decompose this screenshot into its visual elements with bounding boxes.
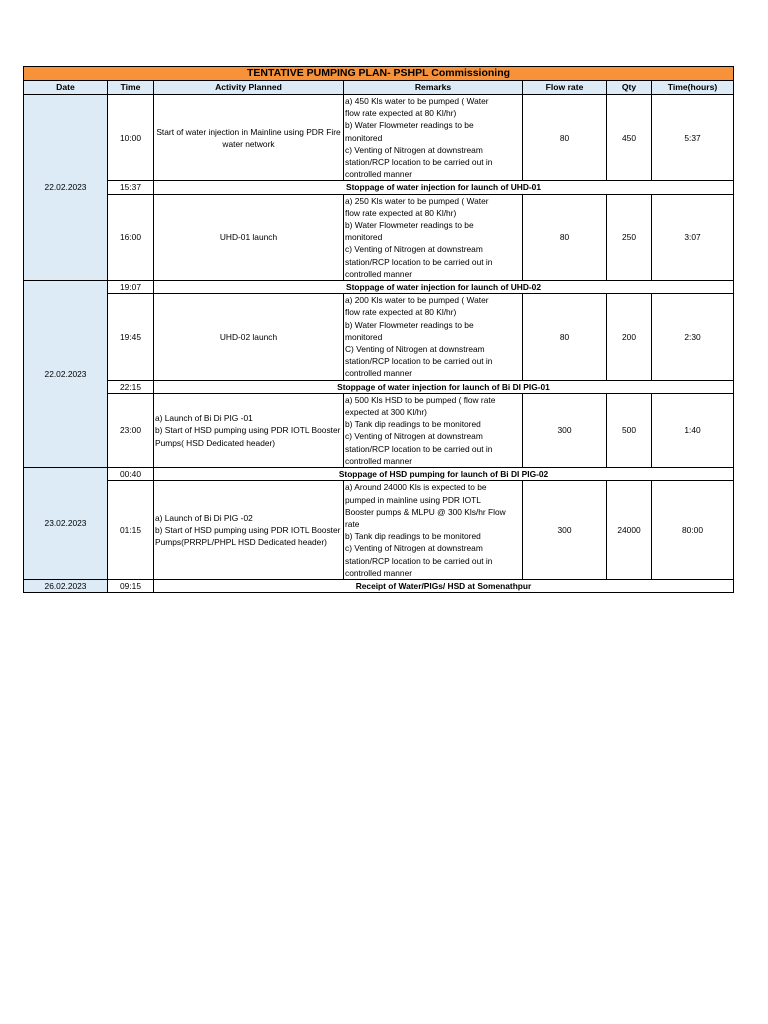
activity-cell [154, 481, 344, 580]
remark-line: a) 250 Kls water to be pumped ( Water [345, 195, 489, 206]
flow-rate-cell: 80 [523, 194, 607, 280]
remark-line: C) Venting of Nitrogen at downstream [345, 344, 485, 355]
activity-cell [154, 393, 344, 467]
table-row [24, 194, 734, 280]
header-qty: Qty [607, 81, 652, 95]
time-cell: 01:15 [108, 481, 154, 580]
qty-cell: 24000 [607, 481, 652, 580]
flow-rate-cell: 300 [523, 393, 607, 467]
remark-line: b) Tank dip readings to be monitored [345, 419, 481, 430]
remark-line: b) Water Flowmeter readings to be [345, 220, 474, 231]
remark-line: a) 450 Kls water to be pumped ( Water [345, 96, 489, 106]
remarks-cell [344, 481, 523, 580]
activity-line: b) Start of HSD pumping using PDR IOTL Booster Pumps( HSD Dedicated header) [155, 425, 341, 448]
remarks-cell [344, 294, 523, 380]
remark-line: c) Venting of Nitrogen at downstream [345, 431, 483, 442]
hours-cell: 3:07 [652, 194, 734, 280]
remark-line: b) Water Flowmeter readings to be [345, 120, 474, 131]
flow-rate-cell: 80 [523, 95, 607, 181]
remarks-cell [344, 194, 523, 280]
time-cell: 16:00 [108, 194, 154, 280]
hours-cell: 80:00 [652, 481, 734, 580]
remark-line: controlled manner [345, 169, 413, 180]
time-cell: 15:37 [108, 181, 154, 194]
table-row [24, 468, 734, 481]
activity-line: b) Start of HSD pumping using PDR IOTL Booster Pumps(PRRPL/PHPL HSD Dedicated header) [155, 525, 341, 548]
remark-line: controlled manner [345, 268, 413, 279]
remarks-cell [344, 393, 523, 467]
header-activity: Activity Planned [154, 81, 344, 95]
header-remarks: Remarks [344, 81, 523, 95]
date-cell: 22.02.2023 [24, 95, 108, 281]
qty-cell: 450 [607, 95, 652, 181]
activity-line: UHD-02 launch [219, 331, 278, 342]
header-time-hours: Time(hours) [652, 81, 734, 95]
remark-line: expected at 300 Kl/hr) [345, 407, 427, 418]
remarks-cell [344, 95, 523, 181]
remark-line: c) Venting of Nitrogen at downstream [345, 244, 483, 255]
flow-rate-cell: 300 [523, 481, 607, 580]
table-row [24, 294, 734, 380]
remark-line: monitored [345, 331, 383, 342]
table-row [24, 380, 734, 393]
remark-line: station/RCP location to be carried out in [345, 256, 493, 267]
table-row [24, 393, 734, 467]
remark-line: flow rate expected at 80 Kl/hr) [345, 108, 457, 119]
stoppage-note: Stoppage of water injection for launch of UHD-02 [154, 281, 734, 294]
remark-line: station/RCP location to be carried out in [345, 356, 493, 367]
header-time: Time [108, 81, 154, 95]
qty-cell: 250 [607, 194, 652, 280]
time-cell: 10:00 [108, 95, 154, 181]
remark-line: rate [345, 518, 360, 529]
remark-line: station/RCP location to be carried out in [345, 443, 493, 454]
stoppage-note: Stoppage of HSD pumping for launch of Bi DI PIG-02 [154, 468, 734, 481]
date-cell: 23.02.2023 [24, 468, 108, 580]
header-flow-rate: Flow rate [523, 81, 607, 95]
date-cell: 26.02.2023 [24, 579, 108, 592]
remark-line: a) 500 Kls HSD to be pumped ( flow rate [345, 394, 496, 405]
flow-rate-cell: 80 [523, 294, 607, 380]
activity-line: a) Launch of Bi Di PIG -01 [155, 413, 253, 424]
time-cell: 00:40 [108, 468, 154, 481]
activity-line: UHD-01 launch [219, 232, 278, 243]
remark-line: flow rate expected at 80 Kl/hr) [345, 207, 457, 218]
stoppage-note: Stoppage of water injection for launch of UHD-01 [154, 181, 734, 194]
header-date: Date [24, 81, 108, 95]
table-row [24, 579, 734, 592]
remark-line: controlled manner [345, 455, 413, 466]
remark-line: c) Venting of Nitrogen at downstream [345, 144, 483, 155]
remark-line: pumped in mainline using PDR IOTL [345, 494, 481, 505]
pumping-plan-table [23, 66, 734, 593]
hours-cell: 5:37 [652, 95, 734, 181]
remark-line: monitored [345, 132, 383, 143]
activity-cell [154, 294, 344, 380]
remark-line: controlled manner [345, 368, 413, 379]
table-title: TENTATIVE PUMPING PLAN- PSHPL Commissioning [24, 67, 734, 81]
stoppage-note: Receipt of Water/PIGs/ HSD at Somenathpur [154, 579, 734, 592]
stoppage-note: Stoppage of water injection for launch of Bi DI PIG-01 [154, 380, 734, 393]
date-cell: 22.02.2023 [24, 281, 108, 468]
remark-line: flow rate expected at 80 Kl/hr) [345, 307, 457, 318]
table-row [24, 95, 734, 181]
activity-line: a) Launch of Bi Di PIG -02 [155, 512, 253, 523]
remark-line: a) 200 Kls water to be pumped ( Water [345, 295, 489, 306]
remark-line: station/RCP location to be carried out in [345, 555, 493, 566]
remark-line: station/RCP location to be carried out in [345, 157, 493, 168]
table-row [24, 281, 734, 294]
hours-cell: 1:40 [652, 393, 734, 467]
time-cell: 09:15 [108, 579, 154, 592]
remark-line: Booster pumps & MLPU @ 300 Kls/hr Flow [345, 506, 506, 517]
time-cell: 19:45 [108, 294, 154, 380]
remark-line: c) Venting of Nitrogen at downstream [345, 543, 483, 554]
table-body [24, 95, 734, 593]
hours-cell: 2:30 [652, 294, 734, 380]
activity-cell [154, 95, 344, 181]
time-cell: 22:15 [108, 380, 154, 393]
remark-line: controlled manner [345, 567, 413, 578]
remark-line: b) Tank dip readings to be monitored [345, 531, 481, 542]
time-cell: 23:00 [108, 393, 154, 467]
remark-line: a) Around 24000 Kls is expected to be [345, 482, 487, 493]
table-row [24, 481, 734, 580]
activity-line: Start of water injection in Mainline using PDR Fire water network [156, 126, 341, 149]
activity-cell [154, 194, 344, 280]
qty-cell: 200 [607, 294, 652, 380]
remark-line: b) Water Flowmeter readings to be [345, 319, 474, 330]
qty-cell: 500 [607, 393, 652, 467]
time-cell: 19:07 [108, 281, 154, 294]
table-row [24, 181, 734, 194]
remark-line: monitored [345, 232, 383, 243]
